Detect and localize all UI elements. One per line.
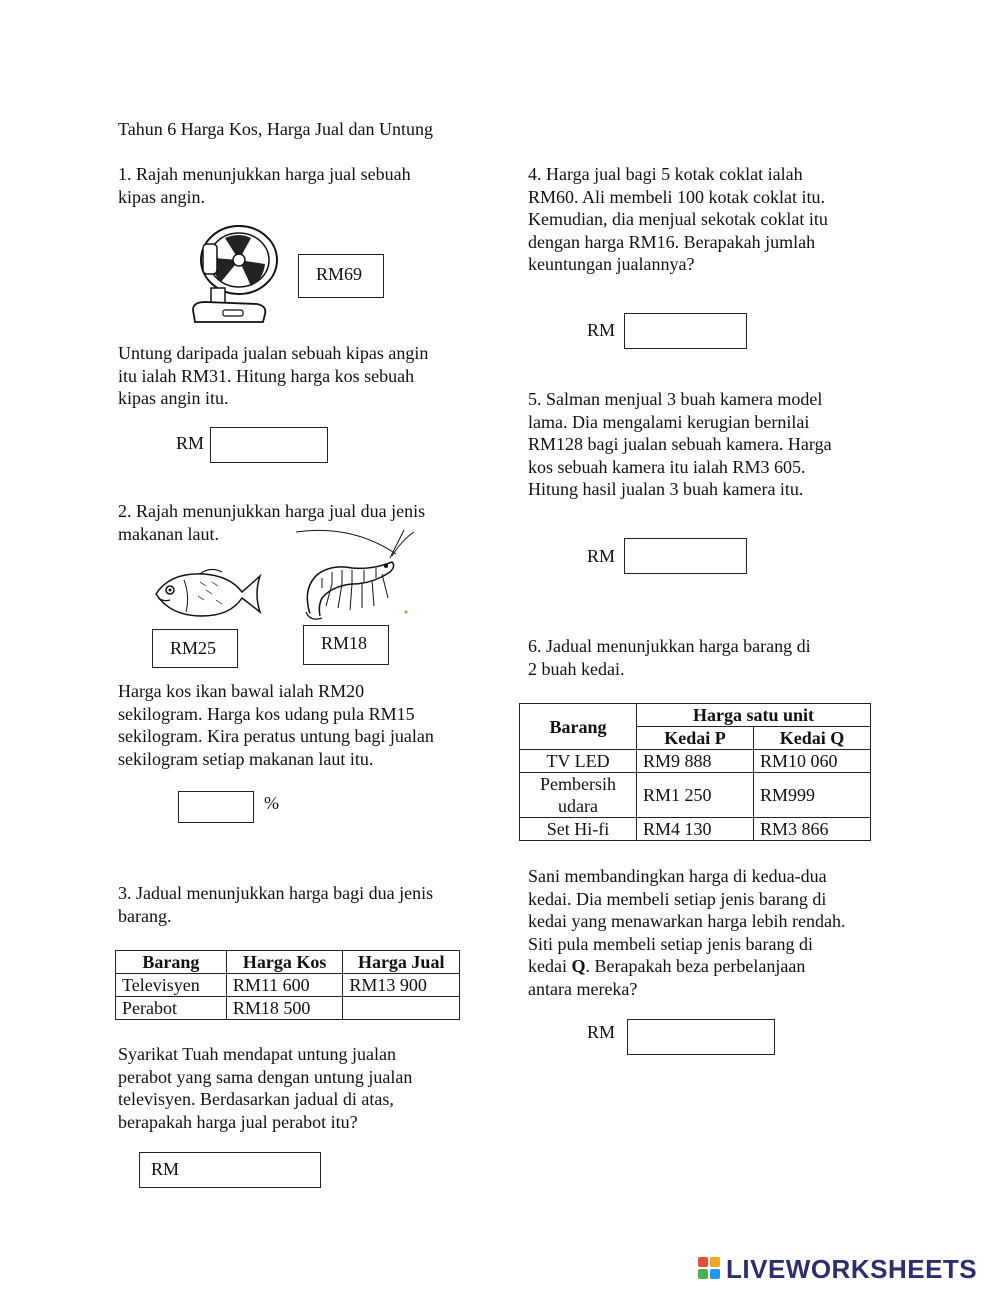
q3-header-harga-jual: Harga Jual (343, 951, 460, 974)
q1-question: 1. Rajah menunjukkan harga jual sebuah kipas angin. (118, 164, 411, 207)
q2-answer-suffix: % (264, 793, 279, 813)
q3-header-barang: Barang (116, 951, 227, 974)
q6-cell: RM999 (754, 773, 871, 818)
q3-answer-box (139, 1152, 321, 1188)
q6-cell: Set Hi-fi (520, 818, 637, 841)
q2-question: 2. Rajah menunjukkan harga jual dua jenis makanan laut. (118, 501, 426, 544)
q2-fish-price-label: RM25 (170, 638, 217, 658)
brand-text: LIVEWORKSHEETS (726, 1254, 978, 1284)
q6-header-group: Harga satu unit (637, 704, 871, 727)
q4-answer-input[interactable] (624, 313, 747, 349)
logo-tile (710, 1269, 720, 1279)
q6-cell: RM9 888 (637, 750, 754, 773)
q6-text (528, 865, 846, 1000)
q6-cell: TV LED (520, 750, 637, 773)
q2-answer-input[interactable] (178, 791, 254, 823)
q6-cell: RM10 060 (754, 750, 871, 773)
q3-cell: RM18 500 (226, 997, 343, 1020)
liveworksheets-logo-icon (698, 1257, 722, 1281)
table-row (116, 974, 460, 997)
table-row (116, 997, 460, 1020)
q3-table-header-row (116, 951, 460, 974)
q3-cell (343, 997, 460, 1020)
table-row (520, 773, 871, 818)
q3-cell: RM13 900 (343, 974, 460, 997)
q6-text-a: Sani membandingkan harga di kedua-dua kedai. Dia membeli setiap jenis barang di kedai yang menawarkan harga lebih rendah. Siti pula membeli setiap jenis barang di kedai (528, 866, 846, 976)
q6-question: 6. Jadual menunjukkan harga barang di 2 buah kedai. (528, 636, 811, 679)
q6-table-header-row (520, 704, 871, 727)
q2-prawn-price-label: RM18 (321, 633, 368, 653)
q6-answer-prefix: RM (587, 1022, 616, 1042)
q6-table (519, 703, 871, 841)
logo-tile (698, 1269, 708, 1279)
q3-cell: Perabot (116, 997, 227, 1020)
q1-price-label: RM69 (316, 264, 363, 284)
q1-price-box (298, 254, 384, 298)
q6-answer-input[interactable] (627, 1019, 775, 1055)
fish-image (150, 566, 264, 622)
q2-prawn-price-box (303, 625, 389, 665)
q3-cell: RM11 600 (226, 974, 343, 997)
q1-answer-input[interactable] (210, 427, 328, 463)
q2-fish-price-box (152, 629, 238, 668)
q3-header-harga-kos: Harga Kos (226, 951, 343, 974)
q5-answer-prefix: RM (587, 546, 616, 566)
q5-answer-input[interactable] (624, 538, 747, 574)
q3-answer-input[interactable] (184, 1156, 318, 1184)
q6-cell: Pembersih udara (520, 773, 637, 818)
page-title: Tahun 6 Harga Kos, Harga Jual dan Untung (118, 119, 434, 139)
q3-cell: Televisyen (116, 974, 227, 997)
q6-header-kedai-p: Kedai P (637, 727, 754, 750)
q6-cell: RM1 250 (637, 773, 754, 818)
q1-text: Untung daripada jualan sebuah kipas angin itu ialah RM31. Hitung harga kos sebuah kipas angin itu. (118, 343, 429, 408)
table-row (520, 818, 871, 841)
q4-answer-prefix: RM (587, 320, 616, 340)
table-row (520, 750, 871, 773)
q6-text-bold: Q (571, 956, 586, 976)
q5-question: 5. Salman menjual 3 buah kamera model lama. Dia mengalami kerugian bernilai RM128 bagi jualan sebuah kamera. Harga kos sebuah kamera itu ialah RM3 605. Hitung hasil jualan 3 buah kamera itu. (528, 389, 832, 499)
q4-question: 4. Harga jual bagi 5 kotak coklat ialah RM60. Ali membeli 100 kotak coklat itu. Kemudian, dia menjual sekotak coklat itu dengan harga RM16. Berapakah jumlah keuntungan jualannya? (528, 164, 828, 274)
q6-text-b: . Berapakah beza perbelanjaan antara mereka? (528, 956, 806, 999)
logo-tile (698, 1257, 708, 1267)
q6-cell: RM4 130 (637, 818, 754, 841)
q2-text: Harga kos ikan bawal ialah RM20 sekilogram. Harga kos udang pula RM15 sekilogram. Kira peratus untung bagi jualan sekilogram setiap makanan laut itu. (118, 681, 434, 769)
logo-tile (710, 1257, 720, 1267)
q3-text: Syarikat Tuah mendapat untung jualan perabot yang sama dengan untung jualan televisyen. Berdasarkan jadual di atas, berapakah harga jual perabot itu? (118, 1044, 413, 1132)
q6-header-barang: Barang (520, 704, 637, 750)
q6-header-kedai-q: Kedai Q (754, 727, 871, 750)
q3-answer-prefix: RM (151, 1159, 180, 1179)
q1-answer-prefix: RM (176, 433, 205, 453)
q3-table (115, 950, 460, 1020)
fan-image (185, 224, 285, 326)
prawn-image (292, 526, 416, 622)
q3-question: 3. Jadual menunjukkan harga bagi dua jenis barang. (118, 883, 434, 926)
q6-cell: RM3 866 (754, 818, 871, 841)
